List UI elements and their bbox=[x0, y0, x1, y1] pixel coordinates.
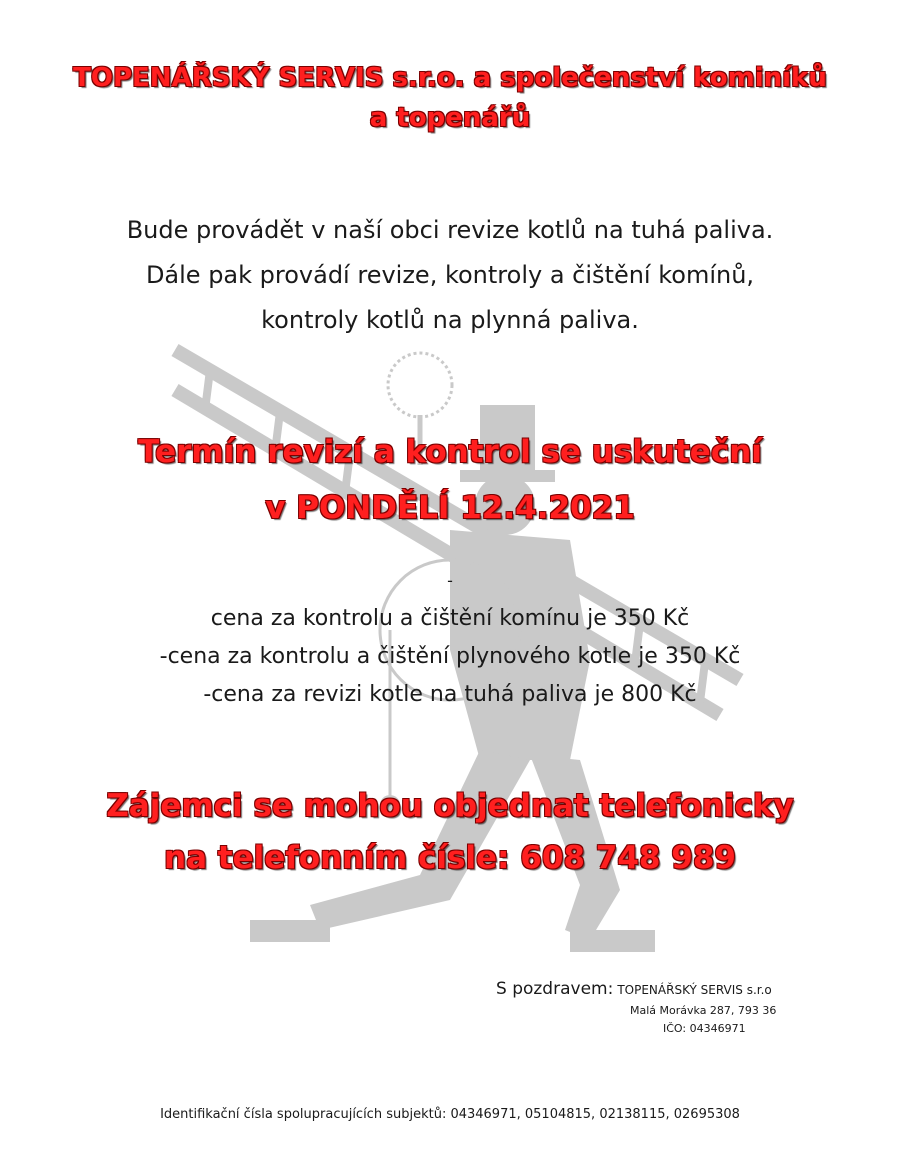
price-item-1 bbox=[0, 562, 900, 638]
greeting-text: S pozdravem: bbox=[496, 979, 614, 999]
signature-ico: IČO: 04346971 bbox=[663, 1022, 746, 1035]
price-list bbox=[0, 562, 900, 714]
intro-text bbox=[0, 208, 900, 343]
signature-address: Malá Morávka 287, 793 36 bbox=[630, 1004, 777, 1017]
price-item-3: -cena za revizi kotle na tuhá paliva je 800 Kč bbox=[203, 682, 697, 707]
order-line-1: Zájemci se mohou objednat telefonicky bbox=[106, 788, 794, 824]
intro-line-3: kontroly kotlů na plynná paliva. bbox=[261, 306, 639, 334]
order-line-2: na telefonním čísle: 608 748 989 bbox=[164, 840, 736, 876]
price-item-2: -cena za kontrolu a čištění plynového kotle je 350 Kč bbox=[159, 644, 741, 669]
price-item-1-dash: - bbox=[447, 571, 453, 590]
signature-company: TOPENÁŘSKÝ SERVIS s.r.o bbox=[617, 983, 772, 997]
intro-line-1: Bude provádět v naší obci revize kotlů na tuhá paliva. bbox=[126, 216, 774, 244]
title-line-1: TOPENÁŘSKÝ SERVIS s.r.o. a společenství kominíků bbox=[73, 63, 827, 93]
price-item-1-text: cena za kontrolu a čištění komínu je 350 Kč bbox=[210, 606, 690, 631]
term-line-1: Termín revizí a kontrol se uskuteční bbox=[138, 434, 762, 470]
signature-greeting bbox=[496, 979, 772, 999]
term-line-2: v PONDĚLÍ 12.4.2021 bbox=[265, 490, 635, 526]
intro-line-2: Dále pak provádí revize, kontroly a čištění komínů, bbox=[145, 261, 755, 289]
order-heading bbox=[0, 780, 900, 884]
footer-ids: Identifikační čísla spolupracujících subjektů: 04346971, 05104815, 02138115, 02695308 bbox=[160, 1107, 740, 1122]
term-heading bbox=[0, 424, 900, 536]
page-title bbox=[0, 58, 900, 138]
title-line-2: a topenářů bbox=[369, 103, 531, 133]
